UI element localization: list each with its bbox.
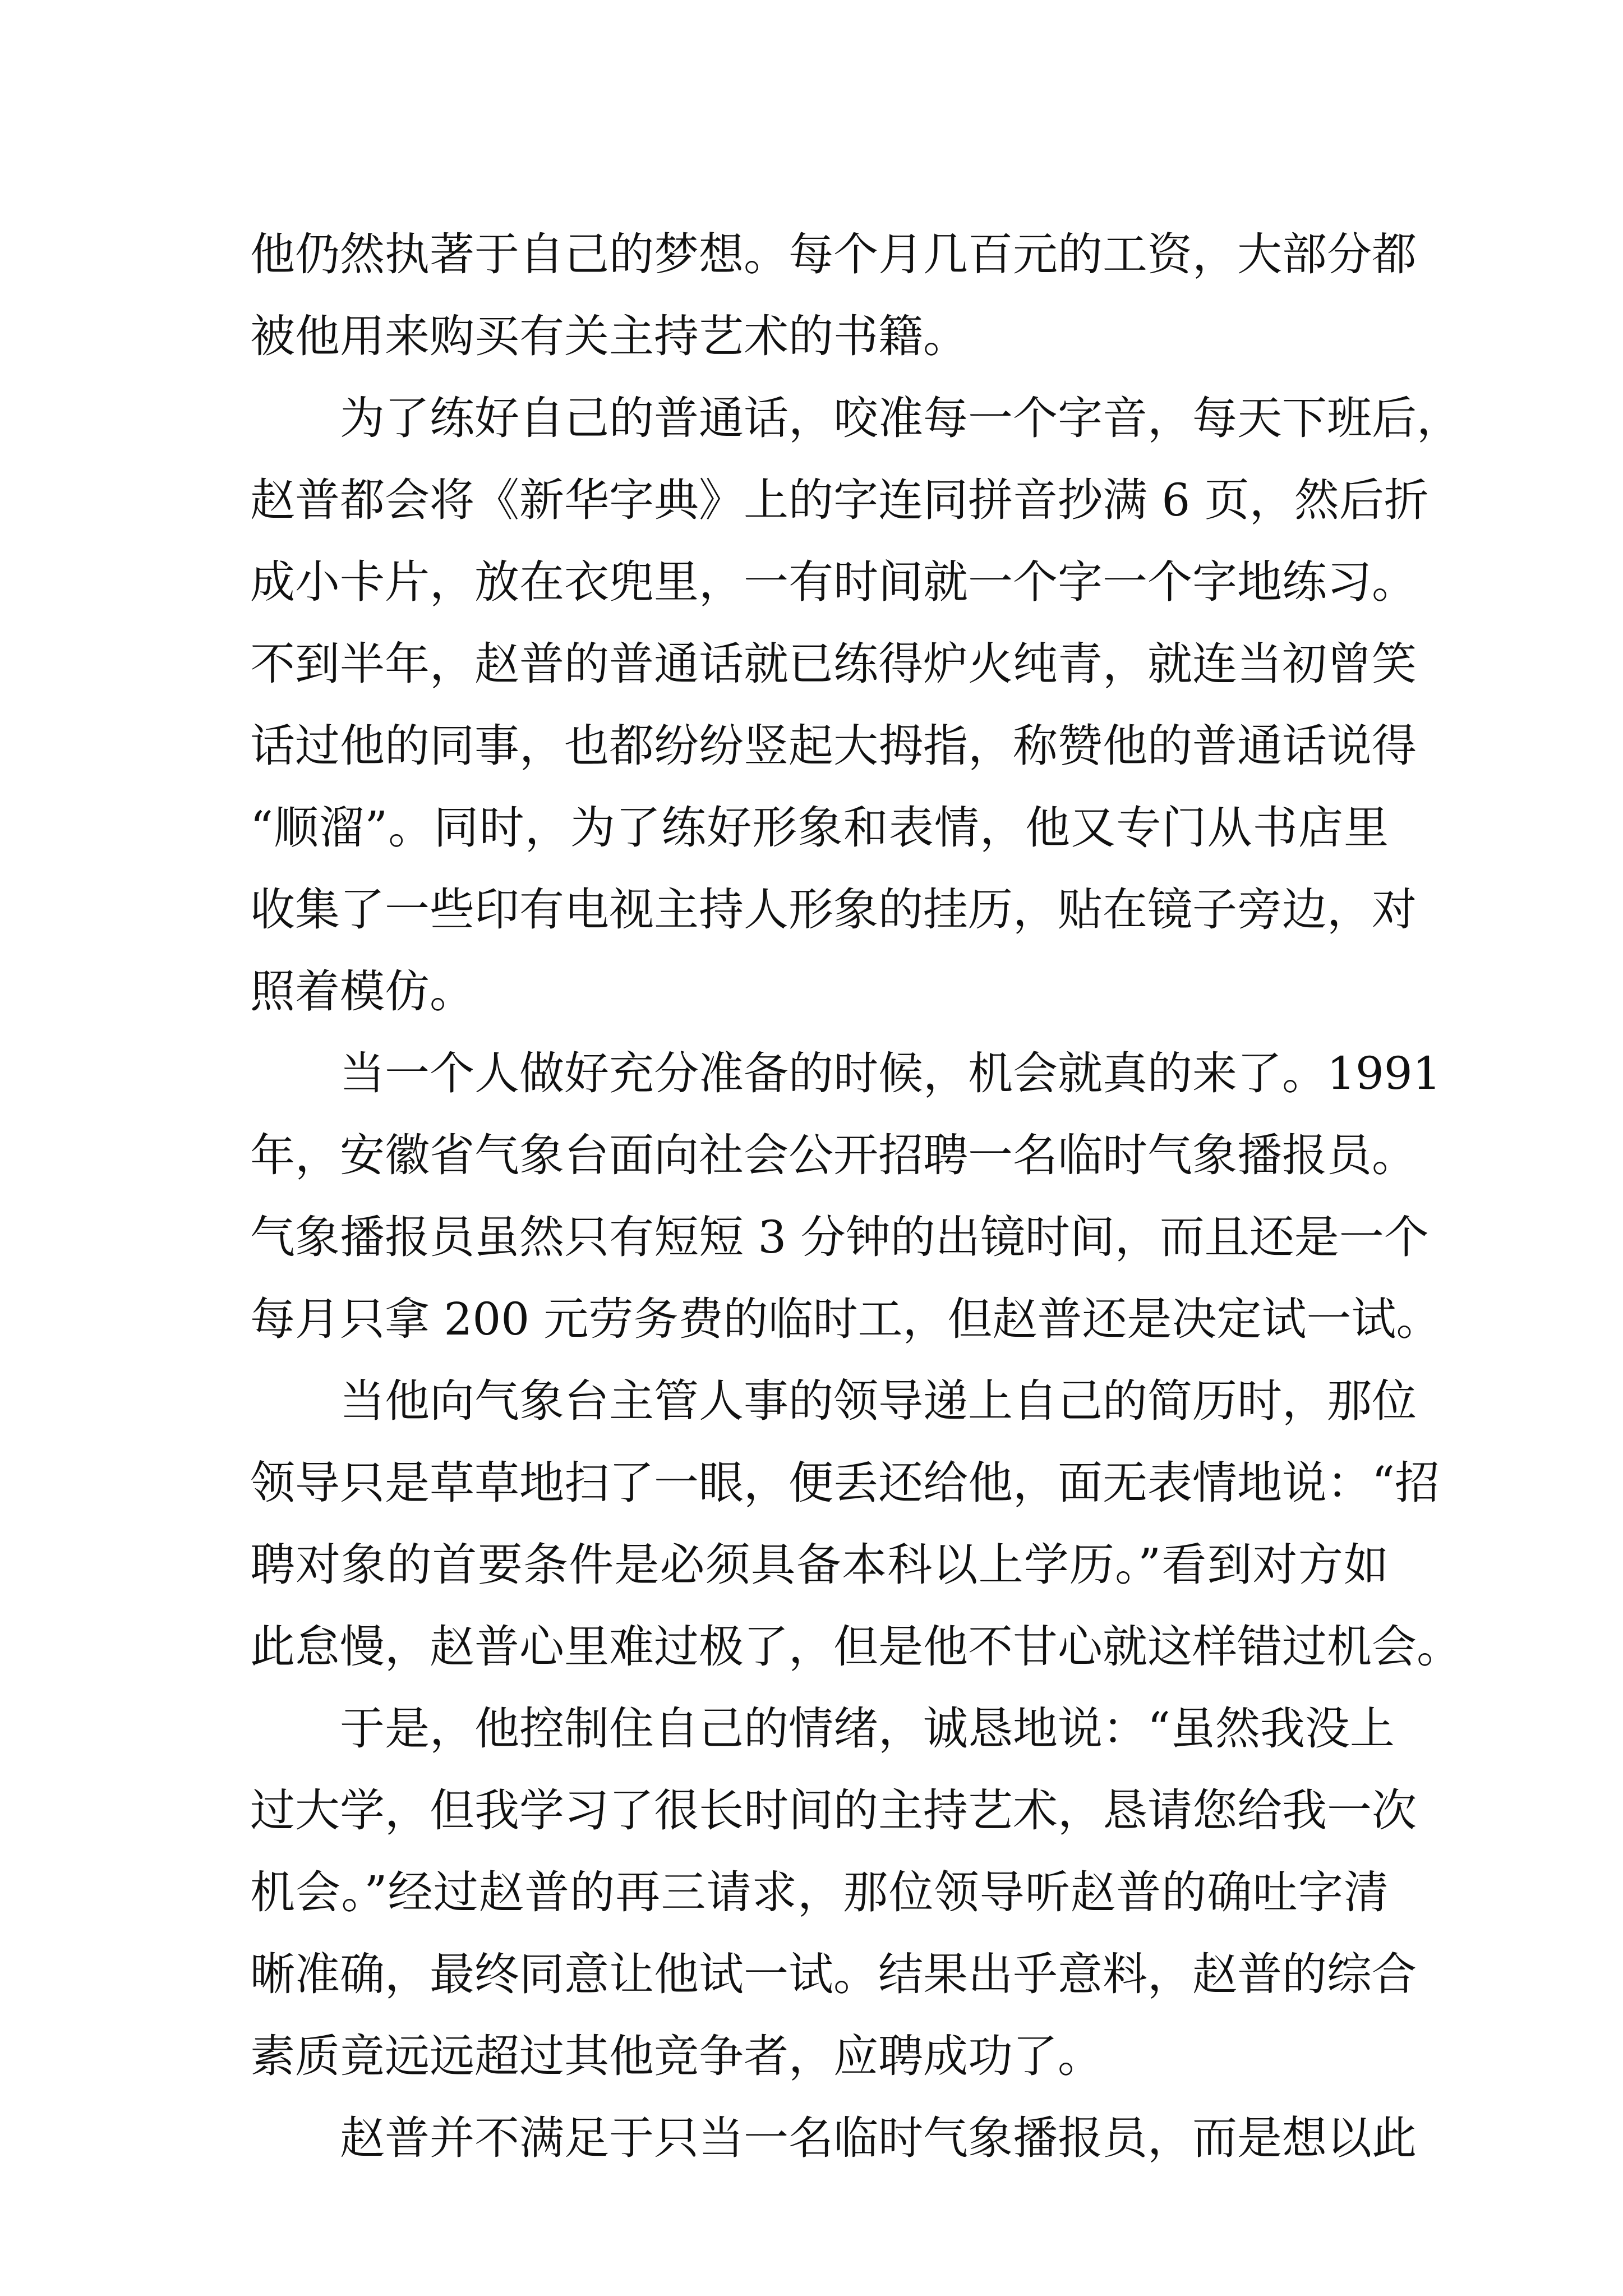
text-line: 话过他的同事，也都纷纷竖起大拇指，称赞他的普通话说得 (250, 720, 1417, 772)
text-line: 聘对象的首要条件是必须具备本科以上学历。”看到对方如 (250, 1539, 1389, 1591)
text-line: 被他用来购买有关主持艺术的书籍。 (250, 310, 968, 362)
text-line: 赵普都会将《新华字典》上的字连同拼音抄满 6 页，然后折 (250, 474, 1429, 526)
text-line: “顺溜”。同时，为了练好形象和表情，他又专门从书店里 (250, 802, 1389, 854)
paragraph-1 (250, 214, 1417, 378)
paragraph-2 (250, 378, 1461, 1033)
text-line: 当一个人做好充分准备的时候，机会就真的来了。1991 (340, 1047, 1441, 1099)
text-line: 年，安徽省气象台面向社会公开招聘一名临时气象播报员。 (250, 1129, 1417, 1181)
text-line: 赵普并不满足于只当一名临时气象播报员，而是想以此 (340, 2112, 1417, 2164)
text-line: 每月只拿 200 元劳务费的临时工，但赵普还是决定试一试。 (250, 1293, 1441, 1345)
paragraph-5 (250, 1688, 1417, 2097)
text-line: 他仍然执著于自己的梦想。每个月几百元的工资，大部分都 (250, 228, 1417, 280)
paragraph-6 (250, 2097, 1417, 2179)
text-line: 晰准确，最终同意让他试一试。结果出乎意料，赵普的综合 (250, 1948, 1417, 2000)
text-line: 领导只是草草地扫了一眼，便丢还给他，面无表情地说：“招 (250, 1457, 1440, 1509)
text-line: 成小卡片，放在衣兜里，一有时间就一个字一个字地练习。 (250, 556, 1417, 608)
text-line: 气象播报员虽然只有短短 3 分钟的出镜时间，而且还是一个 (250, 1211, 1429, 1263)
paragraph-4 (250, 1360, 1461, 1688)
text-line: 为了练好自己的普通话，咬准每一个字音，每天下班后， (340, 392, 1461, 444)
body-text (250, 214, 1461, 2179)
text-line: 当他向气象台主管人事的领导递上自己的简历时，那位 (340, 1375, 1417, 1427)
text-line: 机会。”经过赵普的再三请求，那位领导听赵普的确吐字清 (250, 1866, 1389, 1918)
text-line: 此怠慢，赵普心里难过极了，但是他不甘心就这样错过机会。 (250, 1621, 1461, 1673)
text-line: 收集了一些印有电视主持人形象的挂历，贴在镜子旁边，对 (250, 884, 1417, 936)
text-line: 不到半年，赵普的普通话就已练得炉火纯青，就连当初曾笑 (250, 638, 1417, 690)
text-line: 照着模仿。 (250, 965, 474, 1018)
text-line: 素质竟远远超过其他竞争者，应聘成功了。 (250, 2030, 1103, 2082)
text-line: 过大学，但我学习了很长时间的主持艺术，恳请您给我一次 (250, 1784, 1417, 1837)
paragraph-3 (250, 1033, 1441, 1360)
text-line: 于是，他控制住自己的情绪，诚恳地说：“虽然我没上 (340, 1703, 1395, 1755)
